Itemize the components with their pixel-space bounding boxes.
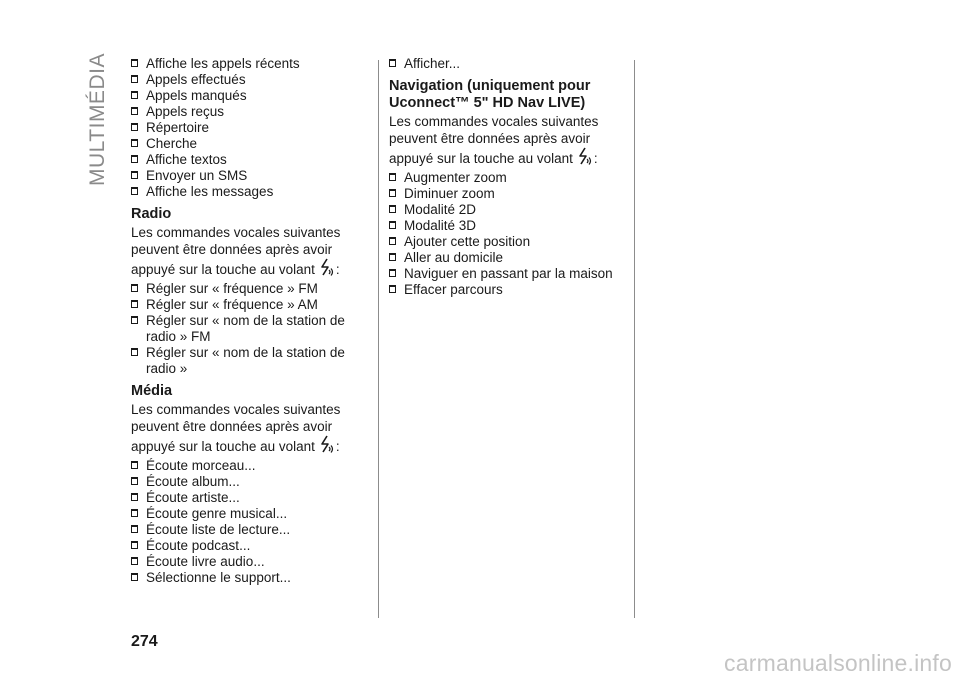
checkbox-icon xyxy=(131,348,138,356)
list-item-text: Appels manqués xyxy=(146,88,247,103)
list-item-text: Écoute liste de lecture... xyxy=(146,522,291,537)
checkbox-icon xyxy=(131,75,138,83)
list-item-text: Modalité 2D xyxy=(404,202,477,217)
watermark: carmanualsonline.info xyxy=(724,650,952,676)
checkbox-icon xyxy=(389,269,396,277)
checkbox-icon xyxy=(131,573,138,581)
checkbox-icon xyxy=(389,59,396,67)
checkbox-icon xyxy=(131,187,138,195)
radio-intro xyxy=(131,224,359,278)
list-item xyxy=(131,168,359,184)
list-item-text: Appels effectués xyxy=(146,72,246,87)
list-item xyxy=(131,88,359,104)
checkbox-icon xyxy=(389,189,396,197)
checkbox-icon xyxy=(131,316,138,324)
list-item-text: Diminuer zoom xyxy=(404,186,495,201)
checkbox-icon xyxy=(131,509,138,517)
list-item-text: Régler sur « fréquence » FM xyxy=(146,281,318,296)
radio-commands-list xyxy=(131,281,359,377)
list-item xyxy=(389,56,621,72)
list-item xyxy=(389,202,621,218)
navigation-intro xyxy=(389,113,621,167)
checkbox-icon xyxy=(389,173,396,181)
list-item-text: Ajouter cette position xyxy=(404,234,531,249)
navigation-heading: Navigation (uniquement pour Uconnect™ 5" HD Nav LIVE) xyxy=(389,78,591,111)
checkbox-icon xyxy=(131,123,138,131)
list-item xyxy=(131,345,359,377)
checkbox-icon xyxy=(131,91,138,99)
list-item-text: Répertoire xyxy=(146,120,210,135)
list-item xyxy=(131,554,359,570)
voice-command-icon xyxy=(318,258,334,278)
list-item xyxy=(131,297,359,313)
radio-intro-colon: : xyxy=(335,262,340,277)
list-item xyxy=(131,490,359,506)
list-item-text: Écoute morceau... xyxy=(146,458,256,473)
section-label: MULTIMÉDIA xyxy=(86,53,109,186)
list-item-text: Envoyer un SMS xyxy=(146,168,248,183)
list-item-text: Sélectionne le support... xyxy=(146,570,291,585)
list-item xyxy=(131,72,359,88)
list-item-text: Cherche xyxy=(146,136,198,151)
checkbox-icon xyxy=(131,155,138,163)
phone-commands-list xyxy=(131,56,359,200)
list-item-text: Aller au domicile xyxy=(404,250,504,265)
list-item-text: Régler sur « nom de la station de radio » xyxy=(146,345,345,376)
voice-command-icon xyxy=(576,147,592,167)
list-item xyxy=(131,458,359,474)
navigation-intro-colon: : xyxy=(593,151,598,166)
list-item xyxy=(389,234,621,250)
list-item xyxy=(131,56,359,72)
voice-command-icon xyxy=(318,435,334,455)
media-commands-list xyxy=(131,458,359,586)
list-item xyxy=(389,282,621,298)
list-item-text: Augmenter zoom xyxy=(404,170,507,185)
list-item xyxy=(389,186,621,202)
navigation-commands-list xyxy=(389,170,621,298)
list-item-text: Afficher... xyxy=(404,56,461,71)
list-item xyxy=(131,104,359,120)
list-item xyxy=(131,136,359,152)
column-left xyxy=(131,56,359,586)
list-item xyxy=(131,152,359,168)
list-item-text: Écoute livre audio... xyxy=(146,554,265,569)
column-divider xyxy=(378,60,379,618)
checkbox-icon xyxy=(389,221,396,229)
list-item xyxy=(131,570,359,586)
checkbox-icon xyxy=(131,300,138,308)
list-item xyxy=(389,266,621,282)
list-item-text: Appels reçus xyxy=(146,104,225,119)
display-commands-list xyxy=(389,56,621,72)
column-right xyxy=(389,56,621,298)
checkbox-icon xyxy=(131,107,138,115)
list-item xyxy=(131,474,359,490)
radio-intro-text: Les commandes vocales suivantes peuvent être données après avoir appuyé sur la touche au volant xyxy=(131,225,341,277)
media-intro-colon: : xyxy=(335,439,340,454)
list-item xyxy=(131,281,359,297)
list-item-text: Écoute album... xyxy=(146,474,240,489)
list-item xyxy=(131,506,359,522)
column-divider xyxy=(634,60,635,618)
list-item xyxy=(389,250,621,266)
list-item xyxy=(389,170,621,186)
checkbox-icon xyxy=(389,285,396,293)
list-item-text: Régler sur « nom de la station de radio » FM xyxy=(146,313,345,344)
checkbox-icon xyxy=(131,525,138,533)
checkbox-icon xyxy=(131,59,138,67)
list-item-text: Modalité 3D xyxy=(404,218,477,233)
list-item-text: Affiche les messages xyxy=(146,184,274,199)
list-item xyxy=(131,313,359,345)
list-item-text: Écoute genre musical... xyxy=(146,506,288,521)
checkbox-icon xyxy=(131,139,138,147)
list-item xyxy=(131,120,359,136)
list-item-text: Effacer parcours xyxy=(404,282,503,297)
checkbox-icon xyxy=(131,557,138,565)
checkbox-icon xyxy=(131,493,138,501)
checkbox-icon xyxy=(389,253,396,261)
checkbox-icon xyxy=(389,237,396,245)
checkbox-icon xyxy=(131,477,138,485)
media-intro-text: Les commandes vocales suivantes peuvent être données après avoir appuyé sur la touche au volant xyxy=(131,402,341,454)
page-number: 274 xyxy=(131,633,158,650)
list-item-text: Naviguer en passant par la maison xyxy=(404,266,613,281)
media-intro xyxy=(131,401,359,455)
navigation-intro-text: Les commandes vocales suivantes peuvent être données après avoir appuyé sur la touche au volant xyxy=(389,114,599,166)
list-item-text: Affiche les appels récents xyxy=(146,56,300,71)
list-item-text: Écoute podcast... xyxy=(146,538,251,553)
list-item-text: Affiche textos xyxy=(146,152,227,167)
checkbox-icon xyxy=(131,284,138,292)
checkbox-icon xyxy=(131,541,138,549)
list-item xyxy=(131,538,359,554)
list-item xyxy=(131,184,359,200)
checkbox-icon xyxy=(389,205,396,213)
list-item-text: Écoute artiste... xyxy=(146,490,240,505)
radio-heading: Radio xyxy=(131,206,172,222)
list-item xyxy=(389,218,621,234)
checkbox-icon xyxy=(131,461,138,469)
checkbox-icon xyxy=(131,171,138,179)
media-heading: Média xyxy=(131,383,173,399)
list-item-text: Régler sur « fréquence » AM xyxy=(146,297,318,312)
list-item xyxy=(131,522,359,538)
